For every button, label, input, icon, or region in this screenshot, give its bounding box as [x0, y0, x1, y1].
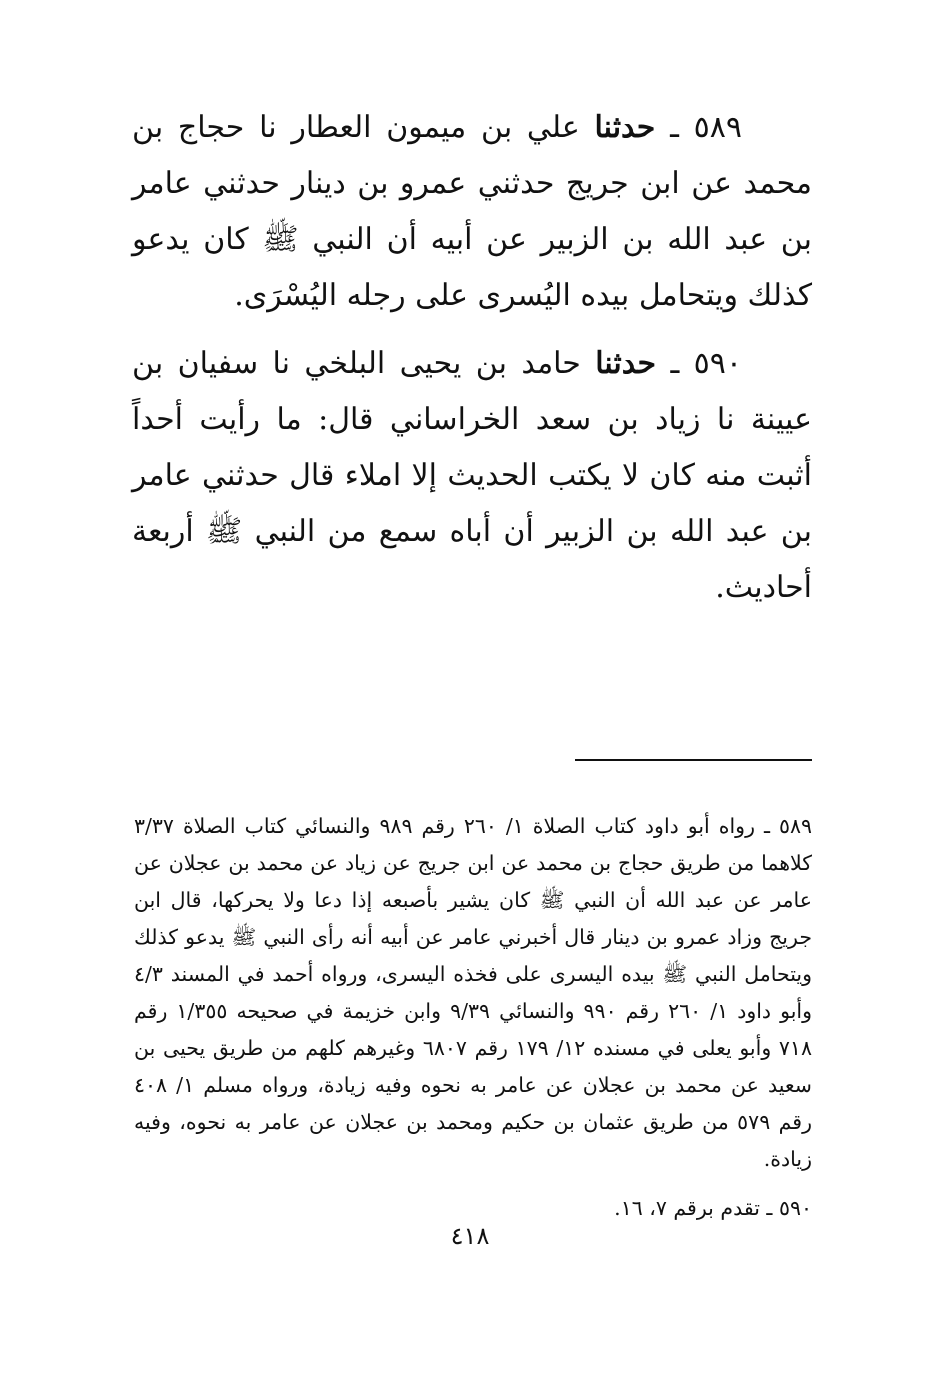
hadith-589: [132, 100, 812, 324]
hadith-body: علي بن ميمون العطار نا حجاج بن محمد عن ابن جريج حدثني عمرو بن دينار حدثني عامر بن عبد الله بن الزبير عن أبيه أن النبي ﷺ كان يدعو كذلك ويتحامل بيده اليُسرى على رجله اليُسْرَى.: [132, 110, 812, 313]
main-text: [132, 100, 812, 628]
hadith-590: [132, 336, 812, 616]
footnote-divider: [575, 759, 812, 761]
footnote-589: ٥٨٩ ـ رواه أبو داود كتاب الصلاة ١/ ٢٦٠ رقم ٩٨٩ والنسائي كتاب الصلاة ٣/٣٧ كلاهما من طريق حجاج بن محمد عن ابن جريج عن زياد عن محمد بن عجلان عن عامر عن عبد الله أن النبي ﷺ كان يشير بأصبعه إذا دعا ولا يحركها، قال ابن جريج وزاد عمرو بن دينار قال أخبرني عامر عن أبيه أنه رأى النبي ﷺ يدعو كذلك ويتحامل النبي ﷺ بيده اليسرى على فخذه اليسرى، ورواه أحمد في المسند ٤/٣ وأبو داود ١/ ٢٦٠ رقم ٩٩٠ والنسائي ٩/٣٩ وابن خزيمة في صحيحه ١/٣٥٥ رقم ٧١٨ وأبو يعلى في مسنده ١٢/ ١٧٩ رقم ٦٨٠٧ وغيرهم كلهم من طريق يحيى بن سعيد عن محمد بن عجلان عن عامر به نحوه وفيه زيادة، ورواه مسلم ١/ ٤٠٨ رقم ٥٧٩ من طريق عثمان بن حكيم ومحمد بن عجلان عن عامر به نحوه، وفيه زيادة.: [134, 814, 813, 1171]
page-number: ٤١٨: [450, 1222, 490, 1250]
hadith-number: ٥٨٩ ـ: [655, 110, 742, 145]
footnote-590: ٥٩٠ ـ تقدم برقم ٧، ١٦.: [614, 1196, 812, 1220]
hadith-body: حامد بن يحيى البلخي نا سفيان بن عيينة نا زياد بن سعد الخراساني قال: ما رأيت أحداً أثبت منه كان لا يكتب الحديث إلا املاء قال حدثني عامر بن عبد الله بن الزبير أن أباه سمع من النبي ﷺ أربعة أحاديث.: [132, 346, 812, 605]
hadith-number: ٥٩٠ ـ: [656, 346, 742, 381]
footnotes: [134, 808, 812, 1239]
hadith-lead-word: حدثنا: [594, 110, 656, 145]
hadith-lead-word: حدثنا: [595, 346, 657, 381]
